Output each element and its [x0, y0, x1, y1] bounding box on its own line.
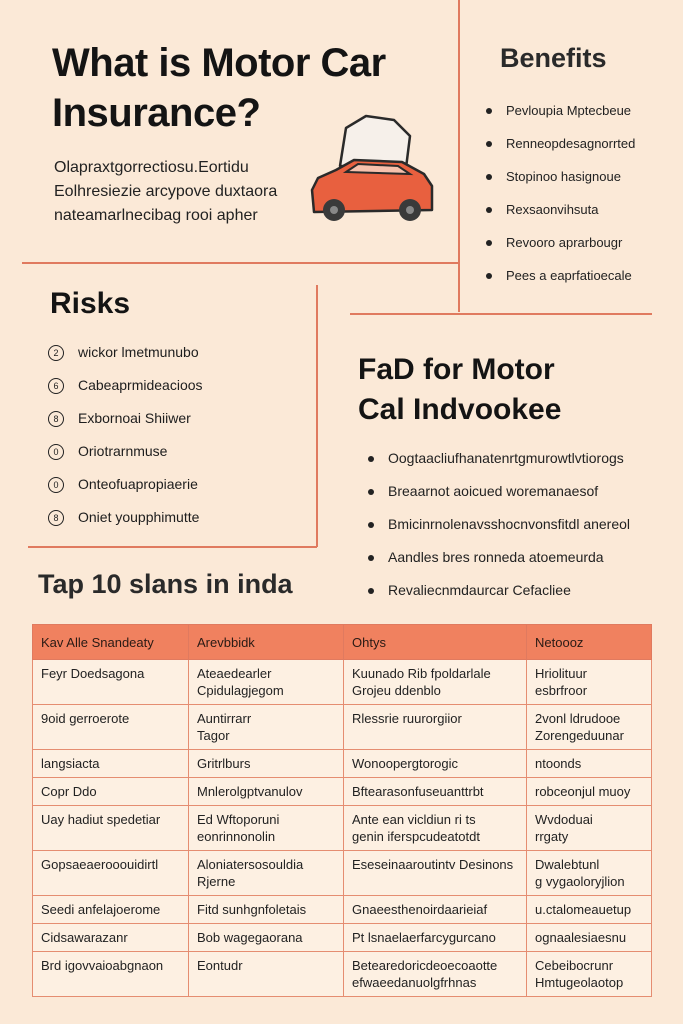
table-row: [33, 896, 652, 924]
risk-label: Oriotrarnmuse: [78, 443, 168, 459]
table-cell-line: ntoonds: [535, 756, 582, 771]
risk-circle-icon: 2: [48, 345, 64, 361]
faq-item: Bmicinrnolenavsshocnvonsfitdl anereol: [364, 508, 664, 541]
table-cell-line: Hriolituur: [535, 666, 588, 681]
table-row: [33, 806, 652, 851]
table-cell: [344, 750, 527, 778]
divider-benefits-left: [458, 0, 460, 312]
car-illustration: [306, 108, 440, 228]
table-cell-line: Eontudr: [197, 958, 243, 973]
table-cell: [344, 778, 527, 806]
benefit-item: Pees a eaprfatioecale: [482, 259, 672, 292]
table-cell: [527, 924, 652, 952]
risk-circle-icon: 0: [48, 444, 64, 460]
table-row: [33, 778, 652, 806]
table-cell-line: Ed Wftoporuni: [197, 812, 280, 827]
table-cell-line: Bftearasonfuseuanttrbt: [352, 784, 484, 799]
table-cell-line: langsiacta: [41, 756, 100, 771]
faq-list: [364, 442, 664, 607]
table-row: [33, 952, 652, 997]
benefits-list: [482, 94, 672, 292]
plans-header-cell: Ohtys: [344, 625, 527, 660]
intro-text: [54, 156, 294, 228]
plans-header-row: [33, 625, 652, 660]
table-cell-line: Zorengeduunar: [535, 728, 624, 743]
table-cell-line: Mnlerolgptvanulov: [197, 784, 303, 799]
risk-item: [48, 435, 308, 468]
table-cell: [189, 851, 344, 896]
table-cell-line: Ante ean vicldiun ri ts: [352, 812, 476, 827]
risk-label: Onteofuapropiaerie: [78, 476, 198, 492]
table-row: [33, 705, 652, 750]
table-cell-line: Gritrlburs: [197, 756, 251, 771]
table-row: [33, 750, 652, 778]
table-cell-line: u.ctalomeauetup: [535, 902, 632, 917]
faq-title-line-1: FaD for Motor: [358, 353, 555, 386]
table-cell-line: esbrfroor: [535, 683, 588, 698]
benefit-item: Revooro aprarbougr: [482, 226, 672, 259]
benefit-item: Pevloupia Mptecbeue: [482, 94, 672, 127]
table-cell: [189, 778, 344, 806]
table-cell: [33, 952, 189, 997]
table-cell-line: g vygaoloryjlion: [535, 874, 625, 889]
risk-label: Exbornoai Shiiwer: [78, 410, 191, 426]
risk-label: Cabeaprmideacioos: [78, 377, 203, 393]
table-cell-line: Copr Ddo: [41, 784, 97, 799]
table-cell-line: Betearedoricdeoecoaotte: [352, 958, 498, 973]
table-cell-line: Uay hadiut spedetiar: [41, 812, 161, 827]
risk-circle-icon: 0: [48, 477, 64, 493]
page-title-line-2: Insurance?: [52, 91, 261, 135]
table-cell: [189, 660, 344, 705]
risk-item: [48, 369, 308, 402]
table-cell: [33, 851, 189, 896]
faq-item: Aandles bres ronneda atoemeurda: [364, 541, 664, 574]
table-cell: [344, 924, 527, 952]
table-cell-line: ognaalesiaesnu: [535, 930, 627, 945]
table-cell: [527, 750, 652, 778]
risk-item: [48, 336, 308, 369]
table-cell-line: Dwalebtunl: [535, 857, 600, 872]
benefit-item: Rexsaonvihsuta: [482, 193, 672, 226]
table-cell: [189, 896, 344, 924]
faq-item: Oogtaacliufhanatenrtgmurowtlvtiorogs: [364, 442, 664, 475]
table-cell: [527, 806, 652, 851]
benefit-item: Renneopdesagnorrted: [482, 127, 672, 160]
faq-item: Breaarnot aoicued woremanaesof: [364, 475, 664, 508]
plans-header-cell: Netoooz: [527, 625, 652, 660]
table-cell-line: Feyr Doedsagona: [41, 666, 145, 681]
table-cell-line: Fitd sunhgnfoletais: [197, 902, 307, 917]
table-cell-line: 9oid gerroerote: [41, 711, 130, 726]
risk-label: wickor lmetmunubo: [78, 344, 199, 360]
table-cell-line: Seedi anfelajoerome: [41, 902, 161, 917]
divider-benefits-bottom: [350, 313, 652, 315]
plans-title: Tap 10 slans in inda: [38, 569, 293, 599]
table-cell-line: efwaeedanuolgfrhnas: [352, 975, 477, 990]
table-cell-line: Bob wagegaorana: [197, 930, 303, 945]
table-cell: [527, 952, 652, 997]
table-cell: [527, 660, 652, 705]
table-cell: [33, 924, 189, 952]
table-cell: [33, 806, 189, 851]
table-cell-line: 2vonl ldrudooe: [535, 711, 621, 726]
table-cell-line: Wvdoduai: [535, 812, 593, 827]
table-cell-line: Kuunado Rib fpoldarlale: [352, 666, 491, 681]
table-cell-line: robceonjul muoy: [535, 784, 631, 799]
table-cell: [344, 851, 527, 896]
table-cell: [189, 806, 344, 851]
risk-circle-icon: 8: [48, 411, 64, 427]
table-cell: [33, 778, 189, 806]
risk-circle-icon: 6: [48, 378, 64, 394]
table-cell: [527, 705, 652, 750]
table-row: [33, 851, 652, 896]
divider-risks-right: [316, 285, 318, 547]
intro-line: Olapraxtgorrectiosu.Eortidu: [54, 159, 249, 176]
risks-list: [48, 336, 308, 534]
table-cell: [189, 750, 344, 778]
intro-line: nateamarlnecibag rooi apher: [54, 207, 258, 224]
table-cell-line: Rlessrie ruurorgiior: [352, 711, 462, 726]
faq-item: Revaliecnmdaurcar Cefacliee: [364, 574, 664, 607]
plans-header-cell: Kav Alle Snandeaty: [33, 625, 189, 660]
table-cell-line: Pt lsnaelaerfarcygurcano: [352, 930, 496, 945]
benefit-item: Stopinoo hasignoue: [482, 160, 672, 193]
table-cell-line: Aloniatersosouldia: [197, 857, 304, 872]
intro-line: Eolhresiezie arcypove duxtaora: [54, 183, 278, 200]
plans-table: [32, 624, 652, 997]
table-cell: [527, 896, 652, 924]
risk-label: Oniet youpphimutte: [78, 509, 200, 525]
table-cell: [344, 705, 527, 750]
table-cell-line: Cebeibocrunr: [535, 958, 614, 973]
table-cell-line: Cpidulagjegom: [197, 683, 284, 698]
table-row: [33, 924, 652, 952]
page-title-line-1: What is Motor Car: [52, 41, 386, 85]
risk-circle-icon: 8: [48, 510, 64, 526]
divider-risks-bottom: [28, 546, 317, 548]
table-cell: [189, 924, 344, 952]
faq-title-line-2: Cal Indvookee: [358, 393, 562, 426]
table-row: [33, 660, 652, 705]
table-cell: [33, 705, 189, 750]
table-cell: [189, 952, 344, 997]
table-cell: [344, 896, 527, 924]
table-cell-line: Rjerne: [197, 874, 236, 889]
plans-header-cell: Arevbbidk: [189, 625, 344, 660]
table-cell-line: Tagor: [197, 728, 230, 743]
table-cell-line: rrgaty: [535, 829, 569, 844]
table-cell-line: Auntirrarr: [197, 711, 252, 726]
table-cell-line: Wonoopergtorogic: [352, 756, 458, 771]
table-cell-line: Brd igovvaioabgnaon: [41, 958, 164, 973]
table-cell-line: Gnaeesthenoirdaarieiaf: [352, 902, 488, 917]
risk-item: [48, 468, 308, 501]
table-cell-line: Gopsaeaerooouidirtl: [41, 857, 159, 872]
table-cell: [344, 806, 527, 851]
table-cell-line: eonrinnonolin: [197, 829, 276, 844]
table-cell-line: Eseseinaaroutintv Desinons: [352, 857, 514, 872]
table-cell-line: genin iferspcudeatotdt: [352, 829, 480, 844]
table-cell: [189, 705, 344, 750]
table-cell: [33, 660, 189, 705]
table-cell: [33, 750, 189, 778]
risks-title: Risks: [50, 287, 131, 320]
risk-item: [48, 402, 308, 435]
divider-intro-bottom: [22, 262, 459, 264]
table-cell: [344, 660, 527, 705]
table-cell-line: Cidsawarazanr: [41, 930, 128, 945]
risk-item: [48, 501, 308, 534]
table-cell: [527, 851, 652, 896]
benefits-title: Benefits: [500, 43, 607, 73]
table-cell-line: Hmtugeolaotop: [535, 975, 624, 990]
table-cell: [344, 952, 527, 997]
table-cell: [527, 778, 652, 806]
table-cell-line: Grojeu ddenblo: [352, 683, 441, 698]
table-cell-line: Ateaedearler: [197, 666, 272, 681]
table-cell: [33, 896, 189, 924]
